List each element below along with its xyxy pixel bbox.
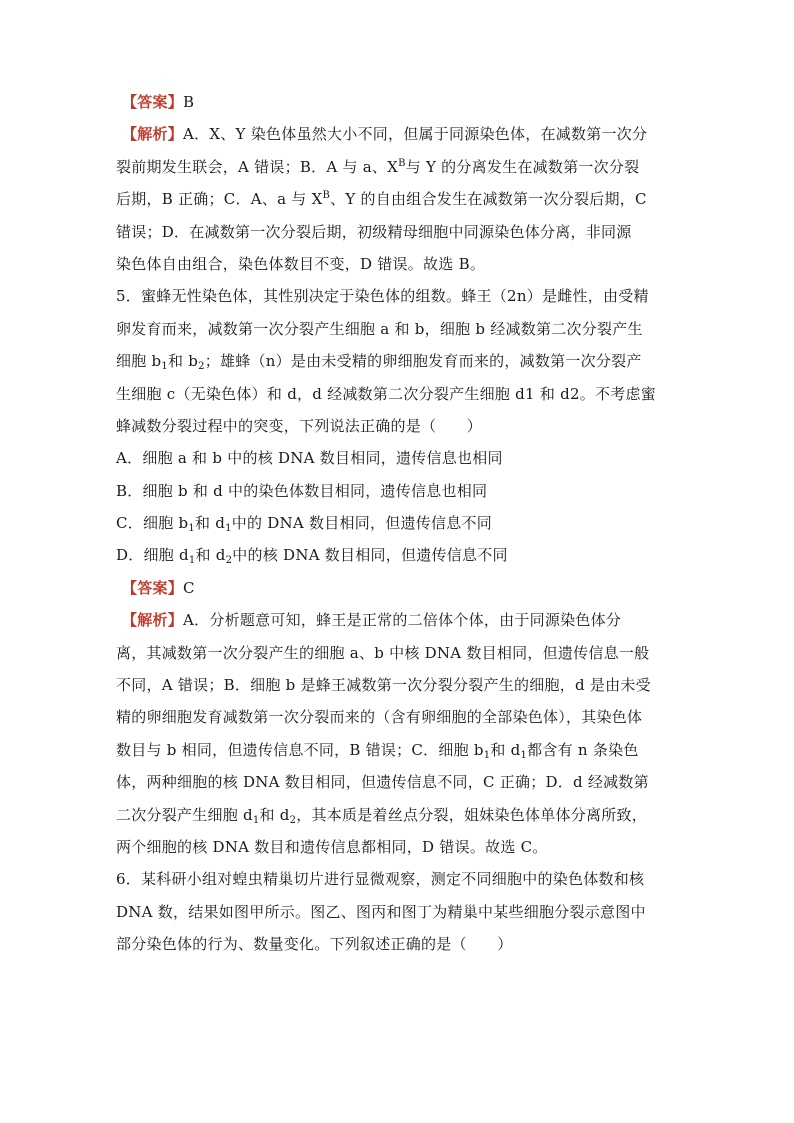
q4-analysis-text: A．X、Y 染色体虽然大小不同，但属于同源染色体，在减数第一次分 (183, 125, 648, 144)
subscript: 1 (188, 555, 196, 567)
q5-option-b: B．细胞 b 和 d 中的染色体数目相同，遗传信息也相同 (116, 481, 488, 500)
q5-analysis-text: 都含有 n 条染色 (527, 740, 639, 759)
analysis-tag: 【解析】 (122, 125, 184, 144)
document-page (116, 86, 686, 961)
subscript: 2 (225, 555, 233, 567)
q5-analysis-line-6: 体，两种细胞的核 DNA 数目相同，但遗传信息不同，C 正确；D．d 经减数第 (116, 773, 649, 792)
q5-stem-line-1: 5．蜜蜂无性染色体，其性别决定于染色体的组数。蜂王（2n）是雌性，由受精 (116, 287, 649, 306)
subscript: 2 (289, 814, 297, 826)
option-text: 和 d (194, 514, 226, 533)
q5-answer-line (116, 572, 686, 604)
q5-stem-text: 细胞 b (116, 352, 162, 371)
q6-stem-line-1: 6．某科研小组对蝗虫精巢切片进行显微观察，测定不同细胞中的染色体数和核 (116, 870, 645, 889)
q5-option-c (116, 507, 686, 539)
option-text: D．细胞 d (116, 546, 189, 565)
q5-analysis-line-1 (116, 604, 686, 636)
q5-stem-line-3 (116, 345, 686, 377)
subscript: 1 (483, 749, 491, 761)
q6-stem-line-2: DNA 数，结果如图甲所示。图乙、图丙和图丁为精巢中某些细胞分裂示意图中 (116, 902, 646, 921)
option-text: C．细胞 b (116, 514, 189, 533)
q5-analysis-text: A．分析题意可知，蜂王是正常的二倍体个体，由于同源染色体分 (183, 611, 622, 630)
answer-tag: 【答案】 (122, 578, 184, 597)
option-text: 中的核 DNA 数目相同，但遗传信息不同 (232, 546, 508, 565)
q5-analysis-line-3: 不同，A 错误；B．细胞 b 是蜂王减数第一次分裂分裂产生的细胞，d 是由未受 (116, 676, 651, 695)
subscript: 1 (161, 361, 168, 373)
analysis-tag: 【解析】 (122, 611, 184, 630)
q6-stem-line-3: 部分染色体的行为、数量变化。下列叙述正确的是（ ） (116, 935, 513, 954)
q4-answer-line (116, 86, 686, 118)
superscript: B (322, 190, 331, 202)
q5-stem-line-5: 蜂减数分裂过程中的突变，下列说法正确的是（ ） (116, 416, 483, 435)
superscript: B (398, 157, 406, 169)
q5-analysis-text: 和 d (490, 740, 521, 759)
q5-analysis-text: ，其本质是着丝点分裂，姐妹染色体单体分离所致， (296, 805, 648, 824)
q5-analysis-text: 数目与 b 相同，但遗传信息不同，B 错误；C．细胞 b (116, 740, 484, 759)
q4-analysis-line-1 (116, 118, 686, 150)
q4-analysis-text: 后期，B 正确；C．A、a 与 X (116, 190, 323, 209)
q5-stem-line-4: 生细胞 c（无染色体）和 d，d 经减数第二次分裂产生细胞 d1 和 d2。不考虑蜜 (116, 384, 657, 403)
q5-option-d (116, 539, 686, 571)
subscript: 1 (225, 523, 232, 535)
q5-analysis-line-2: 离，其减数第一次分裂产生的细胞 a、b 中核 DNA 数目相同，但遗传信息一般 (116, 643, 650, 662)
q5-analysis-line-4: 精的卵细胞发育减数第一次分裂而来的（含有卵细胞的全部染色体），其染色体 (116, 708, 643, 727)
q4-answer-value: B (183, 93, 195, 111)
q5-analysis-line-7 (116, 799, 686, 831)
q4-analysis-line-3 (116, 183, 686, 215)
q5-stem-text: 和 b (168, 352, 199, 371)
q5-answer-value: C (183, 578, 195, 597)
q4-analysis-text: 与 Y 的分离发生在减数第一次分裂 (405, 157, 640, 176)
q5-analysis-text: 和 d (259, 805, 290, 824)
q5-stem-text: ；雄蜂（n）是由未受精的卵细胞发育而来的，减数第一次分裂产 (204, 352, 642, 371)
option-text: 和 d (195, 546, 226, 565)
q5-stem-line-2: 卵发育而来，减数第一次分裂产生细胞 a 和 b，细胞 b 经减数第二次分裂产生 (116, 319, 643, 338)
q5-analysis-line-8: 两个细胞的核 DNA 数目和遗传信息都相同，D 错误。故选 C。 (116, 837, 548, 856)
q4-analysis-line-5: 染色体自由组合，染色体数目不变，D 错误。故选 B。 (116, 254, 486, 273)
subscript: 1 (252, 814, 260, 826)
subscript: 1 (520, 749, 528, 761)
q4-analysis-text: 裂前期发生联会，A 错误；B．A 与 a、X (116, 157, 399, 176)
answer-tag: 【答案】 (122, 93, 184, 111)
subscript: 2 (198, 361, 205, 373)
q5-analysis-line-5 (116, 734, 686, 766)
q4-analysis-line-4: 错误；D．在减数第一次分裂后期，初级精母细胞中同源染色体分离，非同源 (116, 222, 632, 241)
q4-analysis-text: 、Y 的自由组合发生在减数第一次分裂后期，C (330, 190, 647, 209)
q5-analysis-text: 二次分裂产生细胞 d (116, 805, 253, 824)
q5-option-a: A．细胞 a 和 b 中的核 DNA 数目相同，遗传信息也相同 (116, 449, 503, 468)
option-text: 中的 DNA 数目相同，但遗传信息不同 (231, 514, 493, 533)
subscript: 1 (188, 523, 195, 535)
q4-analysis-line-2 (116, 151, 686, 183)
